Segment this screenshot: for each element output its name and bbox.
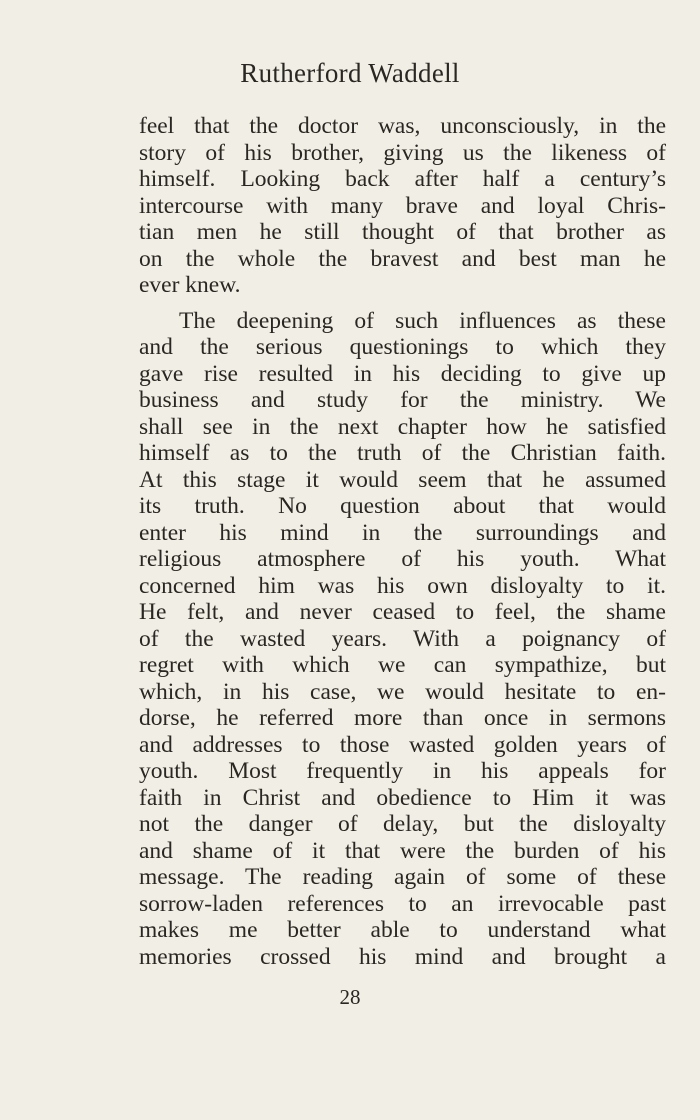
running-head: Rutherford Waddell: [240, 58, 460, 88]
text-line: At this stage it would seem that he assumed: [139, 466, 666, 493]
text-line: of the wasted years. With a poignancy of: [139, 625, 666, 652]
text-line: business and study for the ministry. We: [139, 387, 666, 413]
text-line: story of his brother, giving us the likeness of: [139, 139, 666, 166]
paragraph-2: [139, 308, 666, 971]
text-line: religious atmosphere of his youth. What: [139, 546, 666, 572]
body-text: [139, 113, 666, 970]
text-line: message. The reading again of some of these: [139, 864, 666, 890]
text-line: sorrow-laden references to an irrevocable past: [139, 890, 666, 917]
text-line: not the danger of delay, but the disloyalty: [139, 811, 666, 837]
text-line: dorse, he referred more than once in sermons: [139, 705, 666, 731]
text-line: gave rise resulted in his deciding to give up: [139, 360, 666, 387]
paragraph-gap: [139, 299, 666, 308]
text-line: its truth. No question about that would: [139, 493, 666, 519]
text-line: and addresses to those wasted golden years of: [139, 731, 666, 758]
text-line: tian men he still thought of that brother as: [139, 219, 666, 245]
text-line: himself. Looking back after half a century’s: [139, 166, 666, 192]
text-line: concerned him was his own disloyalty to it.: [139, 572, 666, 599]
text-line: faith in Christ and obedience to Him it was: [139, 784, 666, 811]
text-line: shall see in the next chapter how he satisfied: [139, 413, 666, 440]
text-line: which, in his case, we would hesitate to en-: [139, 678, 666, 705]
paragraph-1: [139, 113, 666, 299]
text-line: ever knew.: [139, 272, 241, 298]
text-line: feel that the doctor was, unconsciously, in the: [139, 113, 666, 139]
text-line: and shame of it that were the burden of his: [139, 837, 666, 864]
text-line: intercourse with many brave and loyal Chris-: [139, 192, 666, 219]
text-line: The deepening of such influences as these: [179, 307, 666, 334]
text-line: and the serious questionings to which they: [139, 334, 666, 360]
text-line: himself as to the truth of the Christian faith.: [139, 440, 666, 466]
text-line: regret with which we can sympathize, but: [139, 652, 666, 678]
text-line: enter his mind in the surroundings and: [139, 519, 666, 546]
text-line: youth. Most frequently in his appeals for: [139, 758, 666, 784]
text-line: memories crossed his mind and brought a: [139, 943, 666, 970]
text-line: makes me better able to understand what: [139, 917, 666, 943]
page-number: 28: [339, 985, 361, 1009]
text-line: on the whole the bravest and best man he: [139, 245, 666, 272]
text-line: He felt, and never ceased to feel, the shame: [139, 599, 666, 625]
